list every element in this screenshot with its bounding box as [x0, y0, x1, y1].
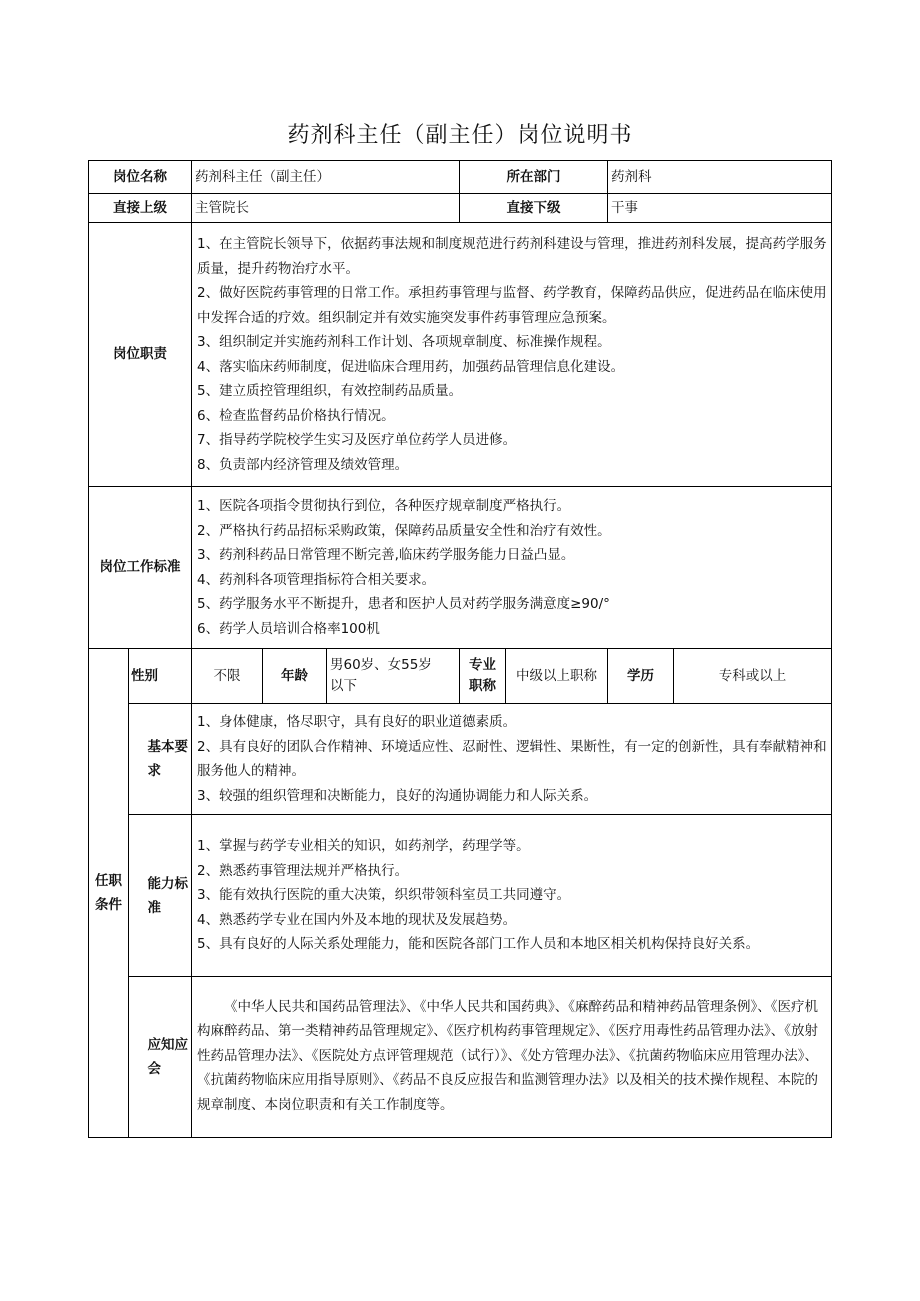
- title-label-line1: 专业: [469, 657, 497, 674]
- duties-content: [192, 223, 832, 487]
- education-value: 专科或以上: [674, 649, 832, 704]
- standard-item: 4、药剂科各项管理指标符合相关要求。: [197, 571, 436, 588]
- ability-standards-label: [129, 815, 192, 977]
- header-row-2: [89, 194, 832, 223]
- qualifications-label-line2: 条件: [95, 897, 122, 913]
- duty-item: 8、负责部内经济管理及绩效管理。: [197, 456, 409, 473]
- standard-item: 6、药学人员培训合格率100机: [197, 620, 380, 637]
- duty-item: 7、指导药学院校学生实习及医疗单位药学人员进修。: [197, 432, 517, 448]
- ability-standards-content: [192, 815, 832, 977]
- standard-item: 2、严格执行药品招标采购政策，保障药品质量安全性和治疗有效性。: [197, 522, 611, 539]
- superior-value: 主管院长: [192, 194, 460, 223]
- title-value: 中级以上职称: [506, 649, 608, 704]
- basic-label-line2: 求: [147, 763, 161, 779]
- age-value-line1: 男60岁、女55岁: [330, 657, 432, 674]
- standard-item: 3、药剂科药品日常管理不断完善,临床药学服务能力日益凸显。: [197, 547, 575, 563]
- duty-item: 6、检查监督药品价格执行情况。: [197, 407, 395, 424]
- duty-item: 4、落实临床药师制度，促进临床合理用药，加强药品管理信息化建设。: [197, 358, 625, 375]
- ability-item: 5、具有良好的人际关系处理能力，能和医院各部门工作人员和本地区相关机构保持良好关系。: [197, 936, 760, 953]
- duty-item: 3、组织制定并实施药剂科工作计划、各项规章制度、标准操作规程。: [197, 334, 611, 350]
- standards-row: [89, 487, 832, 649]
- age-label: 年龄: [263, 649, 327, 704]
- title-label: [460, 649, 506, 704]
- header-row-1: [89, 161, 832, 194]
- duty-item: 2、做好医院药事管理的日常工作。承担药事管理与监督、药学教育，保障药品供应，促进药品在临床使用中发挥合适的疗效。组织制定并有效实施突发事件药事管理应急预案。: [197, 285, 827, 326]
- ability-item: 1、掌握与药学专业相关的知识，如药剂学，药理学等。: [197, 838, 530, 855]
- age-value-line2: 以下: [330, 678, 357, 694]
- ability-standards-row: [89, 815, 832, 977]
- title-label-line2: 职称: [469, 678, 497, 694]
- required-knowledge-label: [129, 977, 192, 1138]
- post-name-label: 岗位名称: [89, 161, 192, 194]
- basic-requirements-content: [192, 704, 832, 815]
- required-knowledge-row: [89, 977, 832, 1138]
- duty-item: 5、建立质控管理组织，有效控制药品质量。: [197, 383, 463, 399]
- knowledge-label-line1: 应知应: [147, 1037, 188, 1053]
- dept-label: 所在部门: [460, 161, 608, 194]
- basic-requirement-item: 2、具有良好的团队合作精神、环境适应性、忍耐性、逻辑性、果断性，有一定的创新性，具有奉献精神和服务他人的精神。: [197, 738, 827, 779]
- post-name-value: 药剂科主任（副主任）: [192, 161, 460, 194]
- qualification-summary-row: [89, 649, 832, 704]
- job-description-table: [88, 160, 832, 1138]
- education-label: 学历: [608, 649, 674, 704]
- standards-label: 岗位工作标准: [89, 487, 192, 649]
- ability-item: 4、熟悉药学专业在国内外及本地的现状及发展趋势。: [197, 911, 517, 928]
- basic-requirement-item: 1、身体健康，恪尽职守，具有良好的职业道德素质。: [197, 714, 517, 730]
- duties-row: [89, 223, 832, 487]
- standard-item: 5、药学服务水平不断提升，患者和医护人员对药学服务满意度≥90/°: [197, 596, 610, 612]
- ability-item: 2、熟悉药事管理法规并严格执行。: [197, 862, 409, 879]
- superior-label: 直接上级: [89, 194, 192, 223]
- qualifications-label-line1: 任职: [95, 873, 122, 889]
- basic-requirements-label: [129, 704, 192, 815]
- duty-item: 1、在主管院长领导下，依据药事法规和制度规范进行药剂科建设与管理，推进药剂科发展，提高药学服务质量，提升药物治疗水平。: [197, 236, 827, 277]
- knowledge-label-line2: 会: [147, 1061, 161, 1077]
- standard-item: 1、医院各项指令贯彻执行到位，各种医疗规章制度严格执行。: [197, 498, 571, 514]
- qualifications-label: [89, 649, 129, 1138]
- required-knowledge-content: [192, 977, 832, 1138]
- ability-label-line1: 能力标: [147, 875, 188, 892]
- basic-requirements-row: [89, 704, 832, 815]
- standards-content: [192, 487, 832, 649]
- subordinate-value: 干事: [608, 194, 832, 223]
- gender-label: 性别: [129, 649, 192, 704]
- gender-value: 不限: [192, 649, 263, 704]
- ability-label-line2: 准: [147, 899, 161, 916]
- job-description-sheet: [88, 160, 831, 1138]
- basic-label-line1: 基本要: [147, 739, 188, 755]
- basic-requirement-item: 3、较强的组织管理和决断能力，良好的沟通协调能力和人际关系。: [197, 787, 598, 804]
- age-value: [327, 649, 460, 704]
- required-knowledge-text: 《中华人民共和国药品管理法》、《中华人民共和国药典》、《麻醉药品和精神药品管理条例》、《医疗机构麻醉药品、第一类精神药品管理规定》、《医疗机构药事管理规定》、《医疗用毒性药品管理办法》、《放射性药品管理办法》、《医院处方点评管理规范（试行）》、《处方管理办法》、《抗菌药物临床应用管理办法》、《抗菌药物临床应用指导原则》、《药品不良反应报告和监测管理办法》以及相关的技术操作规程、本院的规章制度、本岗位职责和有关工作制度等。: [197, 998, 818, 1113]
- duties-label: 岗位职责: [89, 223, 192, 487]
- ability-item: 3、能有效执行医院的重大决策，织织带领科室员工共同遵守。: [197, 887, 571, 904]
- dept-value: 药剂科: [608, 161, 832, 194]
- subordinate-label: 直接下级: [460, 194, 608, 223]
- page-title: 药剂科主任（副主任）岗位说明书: [287, 123, 633, 148]
